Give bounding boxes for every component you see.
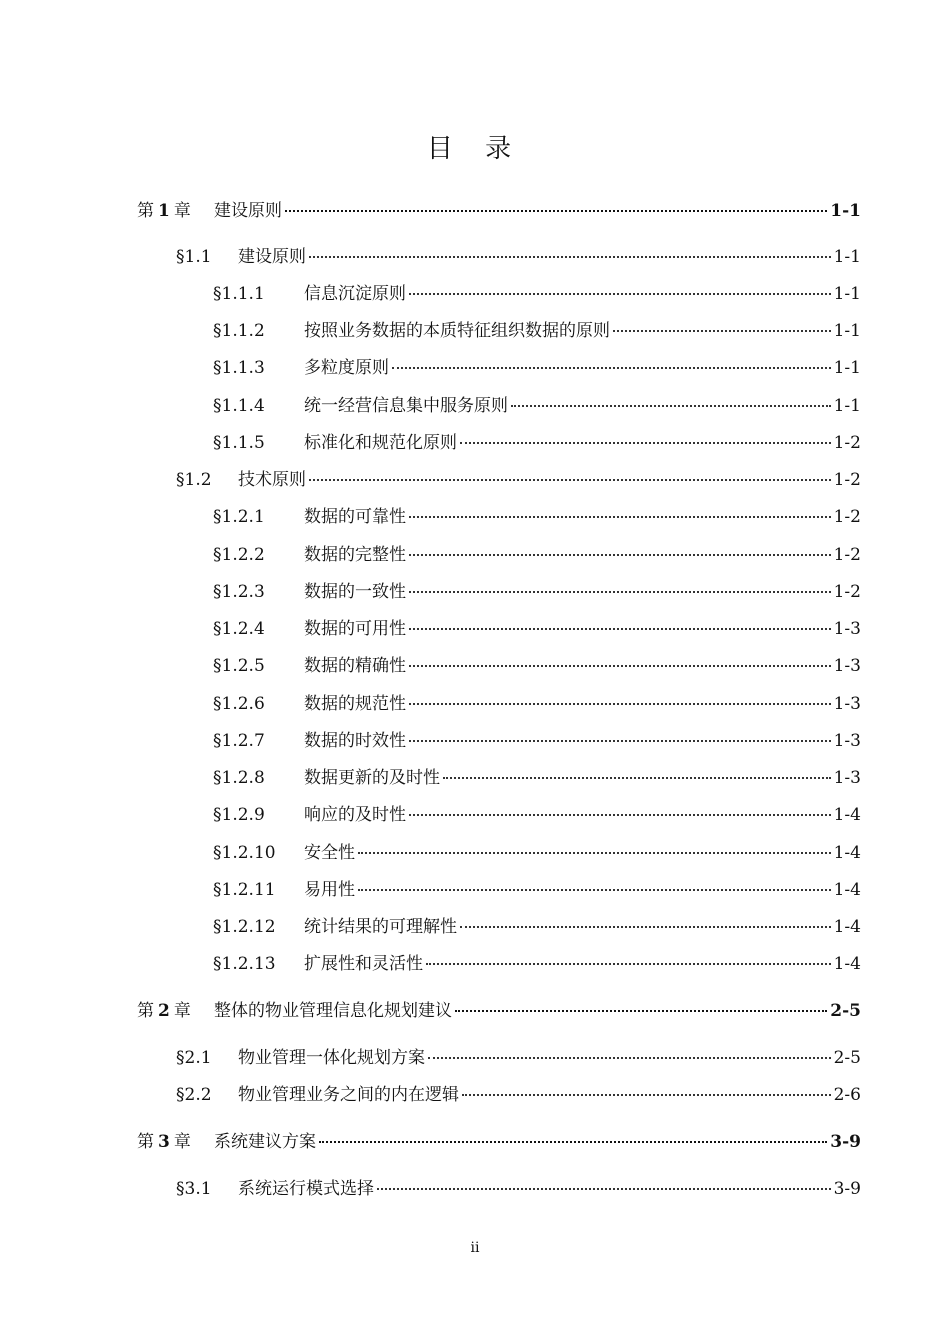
- toc-entry[interactable]: [213, 800, 861, 825]
- chapter-number: 1: [158, 201, 170, 221]
- toc-entry-page: 1-4: [833, 843, 861, 863]
- dot-leader: [358, 889, 831, 891]
- toc-entry-page: 1-4: [833, 917, 861, 937]
- toc-entry[interactable]: [137, 996, 861, 1021]
- chapter-suffix: 章: [173, 1001, 191, 1021]
- dot-leader: [309, 256, 831, 258]
- toc-entry-number: §1.2.8: [213, 768, 265, 788]
- toc-entry[interactable]: [213, 875, 861, 900]
- chapter-number: 2: [158, 1001, 170, 1021]
- toc-entry-page: 2-5: [830, 1001, 861, 1021]
- dot-leader: [455, 1010, 827, 1012]
- toc-entry[interactable]: [213, 353, 861, 378]
- chapter-prefix: 第: [137, 1001, 154, 1021]
- dot-leader: [409, 814, 831, 816]
- toc-entry[interactable]: [137, 196, 861, 221]
- toc-entry-page: 1-1: [833, 284, 861, 304]
- toc-entry[interactable]: [137, 1127, 861, 1152]
- toc-entry-number: §1.1.3: [213, 358, 265, 378]
- dot-leader: [409, 516, 831, 518]
- dot-leader: [309, 479, 831, 481]
- toc-entry-title: 扩展性和灵活性: [304, 954, 423, 974]
- toc-entry-page: 2-6: [833, 1085, 861, 1105]
- toc-entry-number: §2.1: [176, 1048, 212, 1068]
- toc-entry-title: 建设原则: [214, 201, 282, 221]
- dot-leader: [460, 442, 831, 444]
- toc-entry-page: 1-2: [833, 470, 861, 490]
- toc-entry[interactable]: [176, 1043, 861, 1068]
- toc-entry-number: §1.1.5: [213, 433, 265, 453]
- toc-entry-title: 整体的物业管理信息化规划建议: [214, 1001, 452, 1021]
- toc-entry[interactable]: [213, 651, 861, 676]
- toc-entry-title: 技术原则: [238, 470, 306, 490]
- toc-entry-title: 数据的完整性: [304, 545, 406, 565]
- toc-entry-title: 数据的规范性: [304, 694, 406, 714]
- dot-leader: [426, 963, 831, 965]
- chapter-suffix: 章: [173, 201, 191, 221]
- toc-entry-page: 1-3: [833, 768, 861, 788]
- toc-entry-number: §2.2: [176, 1085, 212, 1105]
- dot-leader: [409, 665, 831, 667]
- toc-entry-number: §1.2.4: [213, 619, 265, 639]
- toc-entry[interactable]: [213, 540, 861, 565]
- toc-entry[interactable]: [213, 949, 861, 974]
- toc-entry-number: §1.2.3: [213, 582, 265, 602]
- toc-entry-page: 1-1: [833, 247, 861, 267]
- toc-entry[interactable]: [213, 614, 861, 639]
- toc-entry-page: 2-5: [833, 1048, 861, 1068]
- toc-entry-number: §1.1.4: [213, 396, 265, 416]
- dot-leader: [319, 1141, 827, 1143]
- toc-entry-page: 1-3: [833, 656, 861, 676]
- toc-entry-title: 建设原则: [238, 247, 306, 267]
- toc-entry[interactable]: [213, 391, 861, 416]
- toc-entry[interactable]: [213, 316, 861, 341]
- dot-leader: [511, 405, 831, 407]
- toc-entry-title: 数据的一致性: [304, 582, 406, 602]
- toc-entry-title: 物业管理业务之间的内在逻辑: [238, 1085, 459, 1105]
- toc-entry-title: 多粒度原则: [304, 358, 389, 378]
- toc-entry[interactable]: [176, 1080, 861, 1105]
- toc-entry-page: 1-4: [833, 954, 861, 974]
- toc-entry-title: 数据的可靠性: [304, 507, 406, 527]
- toc-entry-title: 按照业务数据的本质特征组织数据的原则: [304, 321, 610, 341]
- chapter-prefix: 第: [137, 1132, 154, 1152]
- toc-entry-number: §1.2.12: [213, 917, 276, 937]
- toc-entry[interactable]: [213, 912, 861, 937]
- toc-entry[interactable]: [176, 242, 861, 267]
- toc-entry-page: 1-2: [833, 545, 861, 565]
- toc-entry[interactable]: [176, 465, 861, 490]
- page-number-footer: ii: [470, 1240, 480, 1256]
- toc-entry-number: §1.2.11: [213, 880, 276, 900]
- toc-entry-page: 1-1: [830, 201, 861, 221]
- toc-entry-number: [137, 1127, 214, 1152]
- toc-entry-number: §1.2: [176, 470, 212, 490]
- toc-entry[interactable]: [213, 763, 861, 788]
- toc-entry-page: 1-3: [833, 694, 861, 714]
- dot-leader: [409, 740, 831, 742]
- toc-entry-title: 系统建议方案: [214, 1132, 316, 1152]
- toc-entry-number: §1.2.13: [213, 954, 276, 974]
- toc-entry-title: 易用性: [304, 880, 355, 900]
- toc-entry-number: §1.2.10: [213, 843, 276, 863]
- toc-entry-number: §1.2.2: [213, 545, 265, 565]
- toc-entry-number: §1.2.5: [213, 656, 265, 676]
- toc-entry-number: §1.2.1: [213, 507, 265, 527]
- toc-entry-page: 1-1: [833, 396, 861, 416]
- toc-entry-number: §1.1.2: [213, 321, 265, 341]
- dot-leader: [409, 591, 831, 593]
- toc-entry-title: 数据的精确性: [304, 656, 406, 676]
- toc-entry-number: §1.2.7: [213, 731, 265, 751]
- dot-leader: [285, 210, 827, 212]
- dot-leader: [428, 1057, 831, 1059]
- toc-entry-page: 1-3: [833, 619, 861, 639]
- toc-entry-page: 1-2: [833, 582, 861, 602]
- toc-entry-number: §1.2.9: [213, 805, 265, 825]
- toc-entry[interactable]: [176, 1174, 861, 1199]
- dot-leader: [460, 926, 831, 928]
- toc-entry-number: §3.1: [176, 1179, 212, 1199]
- dot-leader: [392, 367, 831, 369]
- toc-entry-page: 1-3: [833, 731, 861, 751]
- dot-leader: [443, 777, 831, 779]
- dot-leader: [409, 293, 831, 295]
- page-title: 目 录: [426, 134, 524, 164]
- toc-entry-title: 安全性: [304, 843, 355, 863]
- toc-entry-number: [137, 996, 214, 1021]
- dot-leader: [377, 1188, 831, 1190]
- dot-leader: [462, 1094, 831, 1096]
- toc-entry[interactable]: [213, 838, 861, 863]
- toc-entry-title: 数据的时效性: [304, 731, 406, 751]
- dot-leader: [409, 703, 831, 705]
- toc-entry-title: 数据的可用性: [304, 619, 406, 639]
- toc-entry-page: 1-2: [833, 507, 861, 527]
- toc-entry-title: 系统运行模式选择: [238, 1179, 374, 1199]
- toc-entry-title: 数据更新的及时性: [304, 768, 440, 788]
- toc-entry[interactable]: [213, 502, 861, 527]
- toc-entry-page: 3-9: [830, 1132, 861, 1152]
- toc-entry-title: 响应的及时性: [304, 805, 406, 825]
- toc-entry-title: 统计结果的可理解性: [304, 917, 457, 937]
- dot-leader: [409, 554, 831, 556]
- toc-entry-page: 1-1: [833, 321, 861, 341]
- toc-entry[interactable]: [213, 428, 861, 453]
- chapter-prefix: 第: [137, 201, 154, 221]
- toc-entry-title: 物业管理一体化规划方案: [238, 1048, 425, 1068]
- toc-entry-number: §1.1: [176, 247, 212, 267]
- toc-entry-title: 统一经营信息集中服务原则: [304, 396, 508, 416]
- toc-entry-page: 1-4: [833, 880, 861, 900]
- dot-leader: [358, 852, 831, 854]
- toc-entry-page: 1-2: [833, 433, 861, 453]
- toc-entry-title: 标准化和规范化原则: [304, 433, 457, 453]
- toc-entry-title: 信息沉淀原则: [304, 284, 406, 304]
- toc-entry-page: 1-1: [833, 358, 861, 378]
- toc-entry[interactable]: [213, 279, 861, 304]
- toc-entry-number: [137, 196, 214, 221]
- toc-entry-page: 1-4: [833, 805, 861, 825]
- toc-entry-number: §1.1.1: [213, 284, 265, 304]
- dot-leader: [409, 628, 831, 630]
- toc-entry-page: 3-9: [833, 1179, 861, 1199]
- toc-entry-number: §1.2.6: [213, 694, 265, 714]
- dot-leader: [613, 330, 831, 332]
- toc-entry[interactable]: [213, 577, 861, 602]
- chapter-suffix: 章: [173, 1132, 191, 1152]
- toc-entry[interactable]: [213, 689, 861, 714]
- toc-entry[interactable]: [213, 726, 861, 751]
- chapter-number: 3: [158, 1132, 170, 1152]
